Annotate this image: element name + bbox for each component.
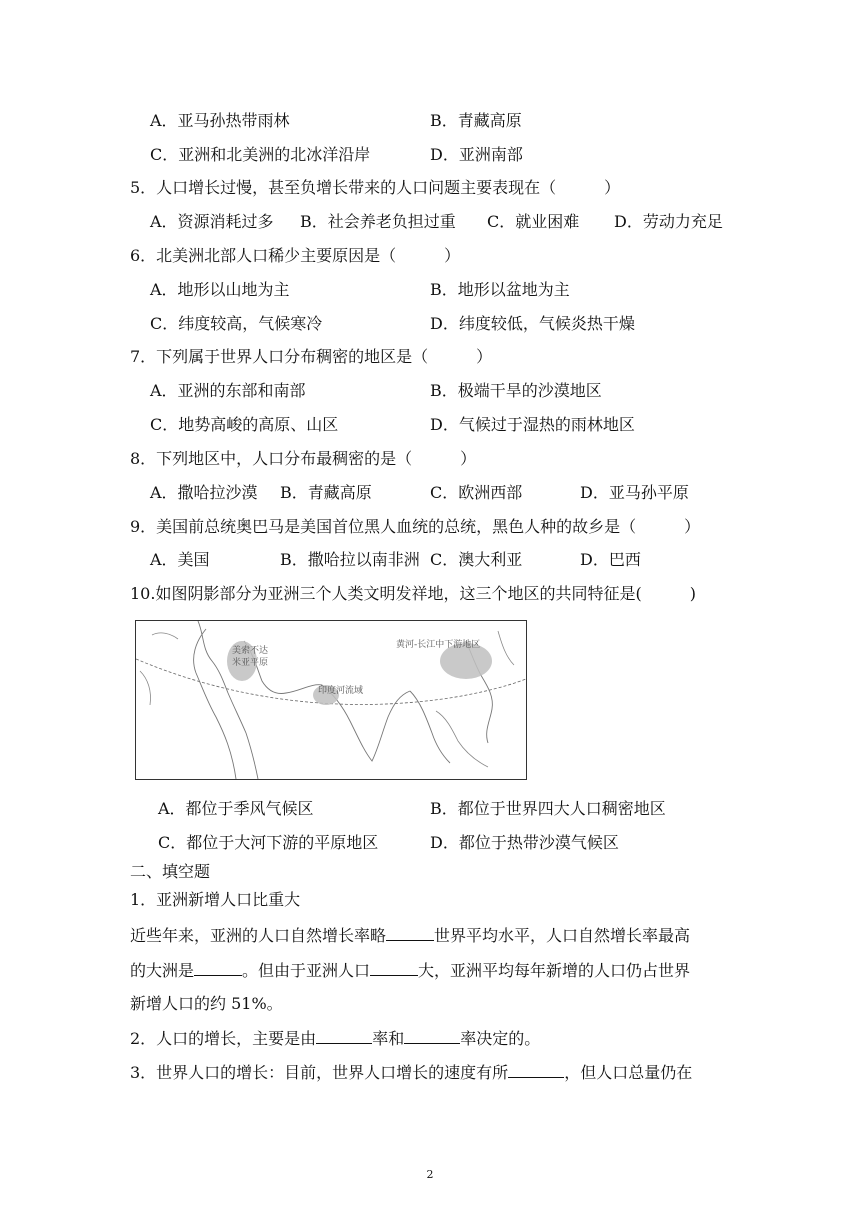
fill1-text-d: 。但由于亚洲人口 <box>242 961 371 980</box>
indochina-coast <box>436 711 488 767</box>
fill2-text-b: 率和 <box>372 1029 405 1048</box>
q10-option-d: D．都位于热带沙漠气候区 <box>430 833 619 852</box>
q8-option-c: C．欧洲西部 <box>430 483 523 502</box>
q9-option-d: D．巴西 <box>580 550 641 569</box>
q7-option-a: A．亚洲的东部和南部 <box>150 381 306 400</box>
fill2-text-c: 率决定的。 <box>460 1029 541 1048</box>
fill2-line <box>130 1027 540 1050</box>
q5-option-d: D．劳动力充足 <box>614 212 723 231</box>
fill1-line2 <box>130 959 690 982</box>
fill1-blank2[interactable] <box>194 959 242 976</box>
q9-option-a: A．美国 <box>150 550 210 569</box>
q4-option-a: A．亚马孙热带雨林 <box>150 111 290 130</box>
mediterranean-coast <box>152 633 178 639</box>
fill2-text-a: 2．人口的增长，主要是由 <box>130 1029 317 1048</box>
page-number: 2 <box>426 1168 434 1181</box>
fill1-text-a: 近些年来，亚洲的人口自然增长率略 <box>130 926 387 945</box>
q10-option-a: A．都位于季风气候区 <box>158 799 314 818</box>
fill1-text-b: 世界平均水平，人口自然增长率最高 <box>434 926 691 945</box>
fill1-title: 1．亚洲新增人口比重大 <box>130 890 301 909</box>
fill1-line3: 新增人口的约 51%。 <box>130 994 283 1013</box>
q9-option-c: C．澳大利亚 <box>430 550 523 569</box>
q7-option-b: B．极端干旱的沙漠地区 <box>430 381 602 400</box>
fill3-blank1[interactable] <box>508 1061 564 1078</box>
q6-option-b: B．地形以盆地为主 <box>430 280 570 299</box>
q6-option-d: D．纬度较低，气候炎热干燥 <box>430 314 635 333</box>
q8-option-b: B．青藏高原 <box>280 483 372 502</box>
q4-option-b: B．青藏高原 <box>430 111 522 130</box>
fill1-blank1[interactable] <box>386 924 434 941</box>
q8-option-a: A．撒哈拉沙漠 <box>150 483 258 502</box>
q7-stem: 7．下列属于世界人口分布稠密的地区是（ ） <box>130 347 493 366</box>
fill1-text-e: 大，亚洲平均每年新增的人口仍占世界 <box>418 961 691 980</box>
q8-option-d: D．亚马孙平原 <box>580 483 689 502</box>
q7-option-d: D．气候过于湿热的雨林地区 <box>430 415 635 434</box>
q10-option-c: C．都位于大河下游的平原地区 <box>158 833 379 852</box>
q5-option-a: A．资源消耗过多 <box>150 212 274 231</box>
q5-option-c: C．就业困难 <box>487 212 580 231</box>
map-drawing <box>136 621 526 779</box>
label-indus: 印度河流域 <box>318 686 364 696</box>
nile-coast <box>140 671 151 705</box>
fill2-blank2[interactable] <box>404 1027 460 1044</box>
fill1-text-c: 的大洲是 <box>130 961 195 980</box>
q10-stem: 10.如图阴影部分为亚洲三个人类文明发祥地，这三个地区的共同特征是( ) <box>130 584 696 603</box>
label-mesopotamia-1: 美索不达 <box>232 646 269 656</box>
q8-stem: 8．下列地区中，人口分布最稠密的是（ ） <box>130 449 477 468</box>
q5-option-b: B．社会养老负担过重 <box>300 212 456 231</box>
q7-option-c: C．地势高峻的高原、山区 <box>150 415 339 434</box>
label-yellow-yangtze: 黄河-长江中下游地区 <box>396 640 481 650</box>
fill3-text-b: ，但人口总量仍在 <box>564 1063 693 1082</box>
q6-option-c: C．纬度较高，气候寒冷 <box>150 314 323 333</box>
fill2-blank1[interactable] <box>316 1027 372 1044</box>
q9-stem: 9．美国前总统奥巴马是美国首位黑人血统的总统，黑色人种的故乡是（ ） <box>130 517 701 536</box>
q6-option-a: A．地形以山地为主 <box>150 280 290 299</box>
label-mesopotamia-2: 米亚平原 <box>232 658 269 668</box>
fill1-blank3[interactable] <box>370 959 418 976</box>
fill3-text-a: 3．世界人口的增长：目前，世界人口增长的速度有所 <box>130 1063 509 1082</box>
korea-coast <box>498 631 514 665</box>
q5-stem: 5．人口增长过慢，甚至负增长带来的人口问题主要表现在（ ） <box>130 178 621 197</box>
asia-civilization-map <box>135 620 527 780</box>
q6-stem: 6．北美洲北部人口稀少主要原因是（ ） <box>130 246 461 265</box>
q4-option-c: C．亚洲和北美洲的北冰洋沿岸 <box>150 145 371 164</box>
section2-title: 二、填空题 <box>130 862 211 881</box>
q10-option-b: B．都位于世界四大人口稠密地区 <box>430 799 666 818</box>
fill1-line1 <box>130 924 690 947</box>
q9-option-b: B．撒哈拉以南非洲 <box>280 550 420 569</box>
q4-option-d: D．亚洲南部 <box>430 145 523 164</box>
fill3-line <box>130 1061 692 1084</box>
